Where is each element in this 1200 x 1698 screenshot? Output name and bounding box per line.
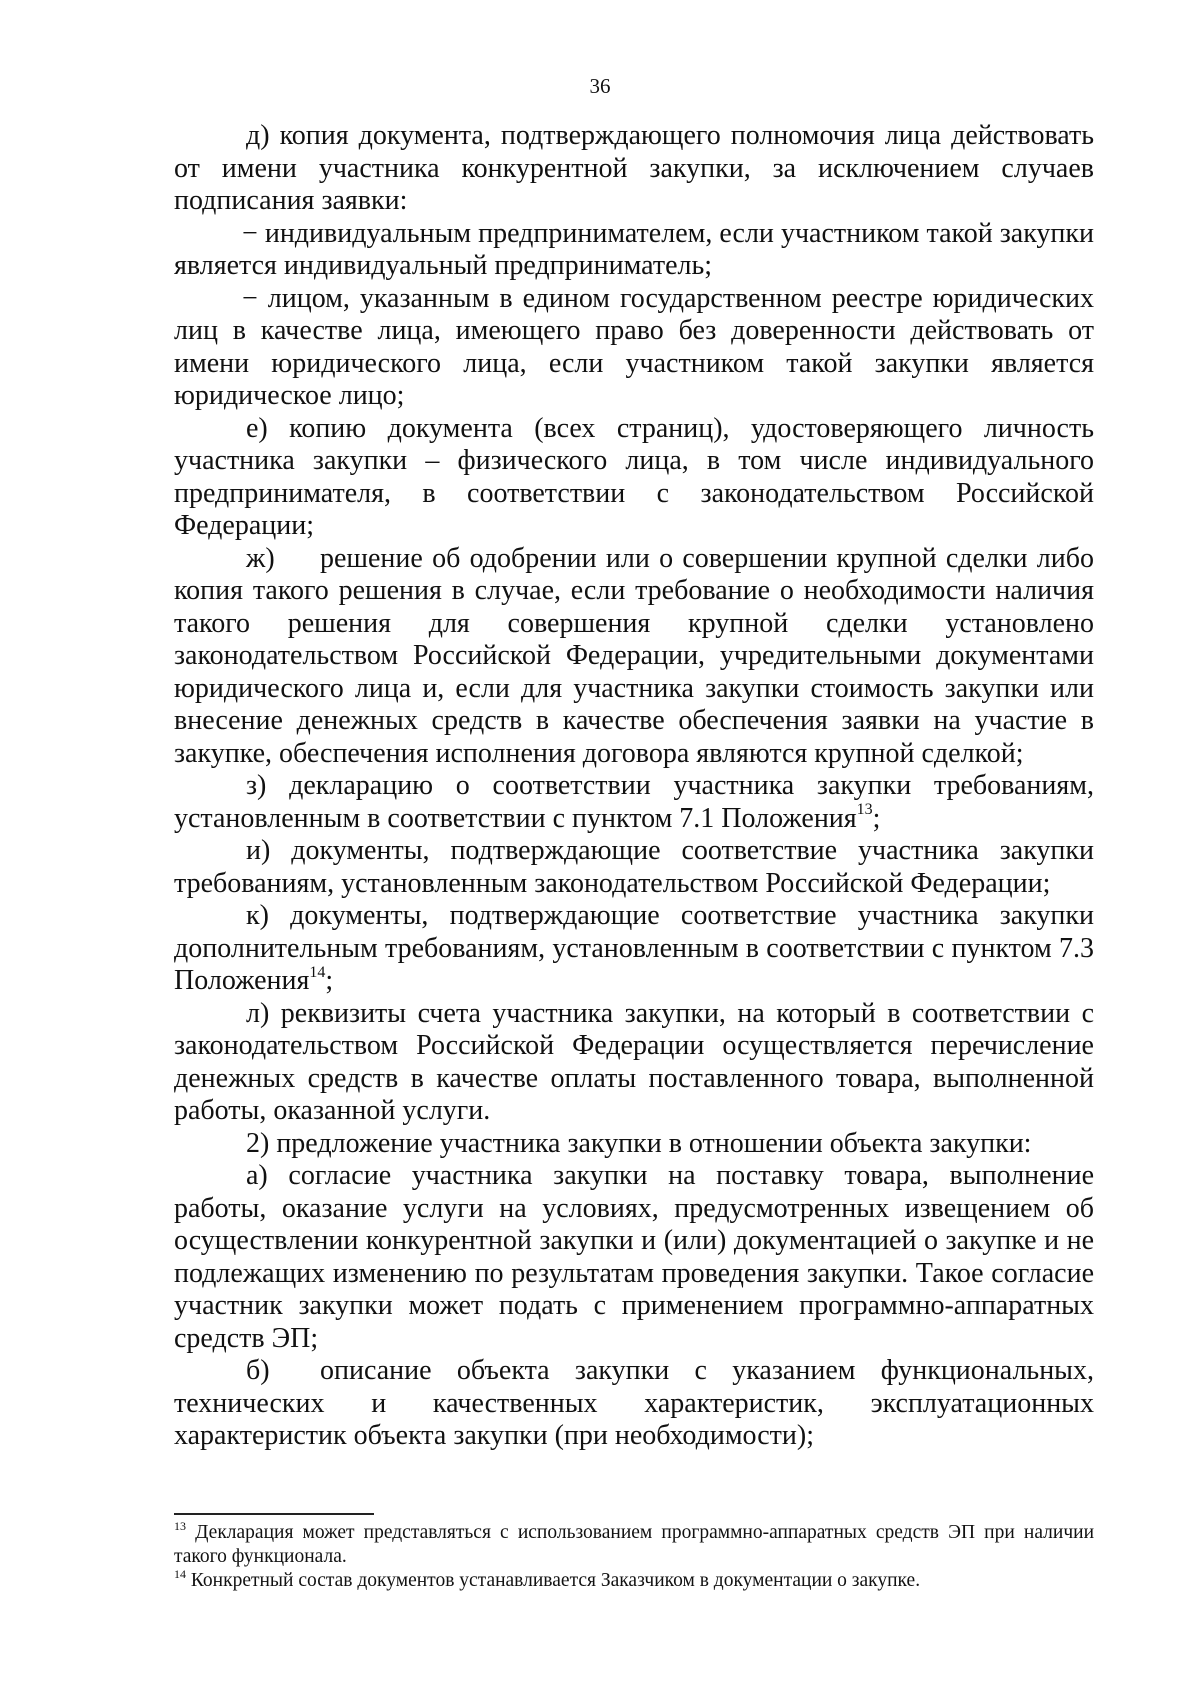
paragraph-d-dash-1: − индивидуальным предпринимателем, если участником такой закупки является индивидуальный предприниматель; xyxy=(174,217,1094,281)
footnote-13 xyxy=(174,1518,1094,1569)
paragraph-2: 2) предложение участника закупки в отношении объекта закупки: xyxy=(246,1127,1032,1159)
paragraph-b-text: описание объекта закупки с указанием функциональных, технических и качественных характеристик, эксплуатационных характеристик объекта закупки (при необходимости); xyxy=(174,1355,1094,1451)
paragraph-e: е) копию документа (всех страниц), удостоверяющего личность участника закупки – физического лица, в том числе индивидуального предпринимателя, в соответствии с законодательством Российской Федерации; xyxy=(174,412,1094,541)
footnote-13-number: 13 xyxy=(174,1518,186,1533)
footnote-13-text: Декларация может представляться с использованием программно-аппаратных средств ЭП при наличии такого функционала. xyxy=(174,1522,1094,1567)
document-body xyxy=(174,120,1094,1453)
paragraph-b xyxy=(174,1355,1094,1453)
footnote-separator xyxy=(174,1513,374,1515)
footnote-ref-13: 13 xyxy=(856,801,873,819)
footnote-ref-14: 14 xyxy=(309,963,326,981)
paragraph-k-text: к) документы, подтверждающие соответствие участника закупки дополнительным требованиям, установленным в соответствии с пунктом 7.3 Положения xyxy=(174,900,1094,996)
paragraph-z xyxy=(174,770,1094,835)
footnotes xyxy=(174,1518,1094,1593)
paragraph-b-marker: б) xyxy=(246,1355,270,1386)
paragraph-l: л) реквизиты счета участника закупки, на который в соответствии с законодательством Российской Федерации осуществляется перечисление денежных средств в качестве оплаты поставленного товара, выполненной работы, оказанной услуги. xyxy=(174,997,1094,1126)
paragraph-zh xyxy=(174,543,1094,771)
paragraph-k xyxy=(174,900,1094,998)
paragraph-k-end: ; xyxy=(325,965,334,996)
footnote-14 xyxy=(174,1566,1094,1593)
paragraph-zh-marker: ж) xyxy=(246,542,275,574)
paragraph-d: д) копия документа, подтверждающего полномочия лица действовать от имени участника конкурентной закупки, за исключением случаев подписания заявки: xyxy=(174,120,1094,216)
paragraph-d-dash-2: − лицом, указанным в едином государственном реестре юридических лиц в качестве лица, имеющего право без доверенности действовать от имени юридического лица, если участником такой закупки является юридическое лицо; xyxy=(174,282,1094,411)
footnote-14-text: Конкретный состав документов устанавливается Заказчиком в документации о закупке. xyxy=(190,1570,921,1591)
paragraph-z-end: ; xyxy=(872,802,881,834)
paragraph-a: а) согласие участника закупки на поставку товара, выполнение работы, оказание услуги на условиях, предусмотренных извещением об осуществлении конкурентной закупки и (или) документацией о закупке и не подлежащих изменению по результатам проведения закупки. Такое согласие участник закупки может подать с применением программно-аппаратных средств ЭП; xyxy=(174,1160,1094,1354)
page-number: 36 xyxy=(589,74,611,98)
paragraph-zh-text: решение об одобрении или о совершении крупной сделки либо копия такого решения в случае, если требование о необходимости наличия такого решения для совершения крупной сделки установлено законодательством Российской Федерации, учредительными документами юридического лица и, если для участника закупки стоимость закупки или внесение денежных средств в качестве обеспечения заявки на участие в закупке, обеспечения исполнения договора являются крупной сделкой; xyxy=(174,542,1094,769)
paragraph-z-text: з) декларацию о соответствии участника закупки требованиям, установленным в соответствии с пунктом 7.1 Положения xyxy=(174,770,1094,834)
paragraph-i: и) документы, подтверждающие соответствие участника закупки требованиям, установленным законодательством Российской Федерации; xyxy=(174,835,1094,899)
footnote-14-number: 14 xyxy=(174,1566,186,1581)
